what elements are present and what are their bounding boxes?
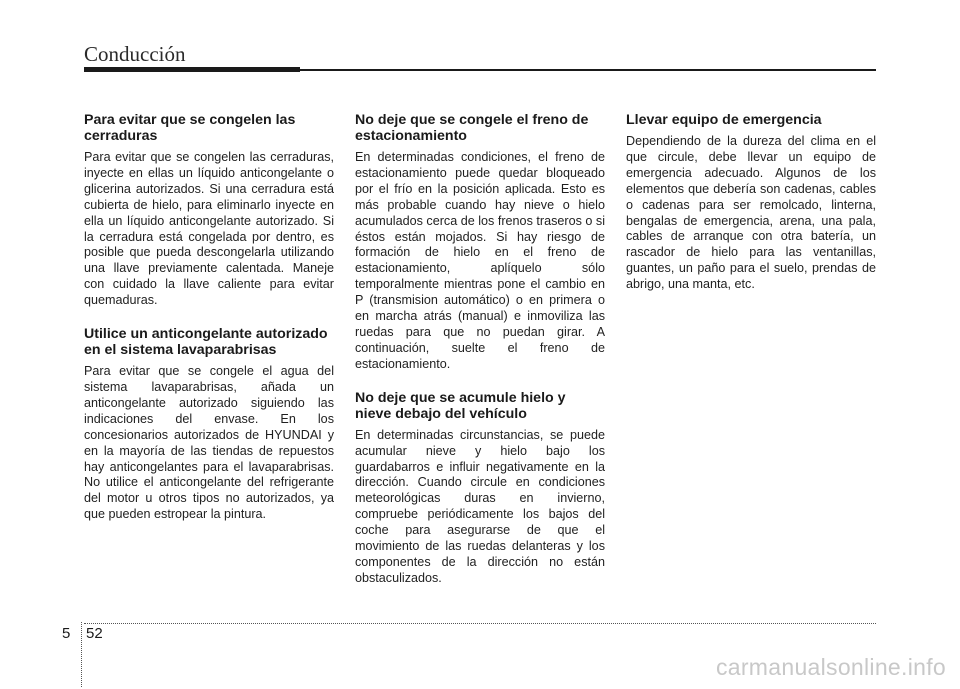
section-heading: Llevar equipo de emergencia [626, 112, 822, 128]
watermark: carmanualsonline.info [715, 654, 946, 680]
section-frozen-locks [84, 112, 334, 309]
section-body: Para evitar que se congelen las cerraduras, inyecte en ellas un líquido anticongelante o glicerina autorizados. Si una cerradura está cubierta de hielo, para eliminarlo inyecte en ella un líquido anticongelante autorizado. Si la cerradura está congelada por dentro, es posible que pueda descongelarla utilizando una llave previamente calentada. Maneje con cuidado la llave caliente para evitar quemaduras. [84, 150, 334, 308]
footer-rule [84, 623, 876, 624]
column-2 [355, 112, 605, 604]
section-heading: Utilice un anticongelante autorizado en el sistema lavaparabrisas [84, 326, 328, 359]
chapter-number: 5 [62, 625, 71, 642]
section-washer-antifreeze [84, 326, 334, 523]
section-body: Para evitar que se congele el agua del sistema lavaparabrisas, añada un anticongelante autorizado siguiendo las indicaciones del envase. En los concesionarios autorizados de HYUNDAI y en la mayoría de las tiendas de repuestos hay anticongelantes para el lavaparabrisas. No utilice el anticongelante del refrigerante del motor u otros tipos no autorizados, ya que pueden estropear la pintura. [84, 364, 334, 522]
section-body: En determinadas condiciones, el freno de estacionamiento puede quedar bloqueado por el frío en la posición aplicada. Esto es más probable cuando hay nieve o hielo acumulados cerca de los frenos traseros o si éstos están mojados. Si hay riesgo de formación de hielo en el freno de estacionamiento, aplíquelo sólo temporalmente mientras pone el cambio en P (transmision automático) o en primera o en marcha atrás (manual) e inmoviliza las ruedas para que no puedan girar. A continuación, suelte el freno de estacionamiento. [355, 150, 605, 371]
section-heading: Para evitar que se congelen las cerraduras [84, 112, 296, 144]
section-body: Dependiendo de la dureza del clima en el que circule, debe llevar un equipo de emergencia adecuado. Algunos de los elementos que debería son cadenas, cables o cadenas para ser remolcado, linterna, bengalas de emergencia, arena, una pala, cables de arranque con otra batería, un rascador de hielo para las ventanillas, guantes, un paño para el suelo, prendas de abrigo, una manta, etc. [626, 134, 876, 292]
section-emergency-equipment [626, 112, 876, 293]
section-heading: No deje que se acumule hielo y nieve debajo del vehículo [355, 389, 566, 422]
page-number: 52 [86, 625, 103, 642]
header-rule-thin [300, 69, 876, 71]
header-rule-thick [84, 67, 300, 72]
page-header-title: Conducción [84, 42, 186, 66]
footer-divider [81, 622, 82, 687]
section-heading: No deje que se congele el freno de estacionamiento [355, 112, 589, 144]
column-3 [626, 112, 876, 310]
section-ice-under-vehicle [355, 390, 605, 587]
column-1 [84, 112, 334, 540]
section-parking-brake [355, 112, 605, 373]
section-body: En determinadas circunstancias, se puede acumular nieve y hielo bajo los guardabarros e influir negativamente en la dirección. Cuando circule en condiciones meteorológicas duras en invierno, compruebe periódicamente los bajos del coche para asegurarse de que el movimiento de las ruedas delanteras y los componentes de la dirección no están obstaculizados. [355, 427, 605, 585]
